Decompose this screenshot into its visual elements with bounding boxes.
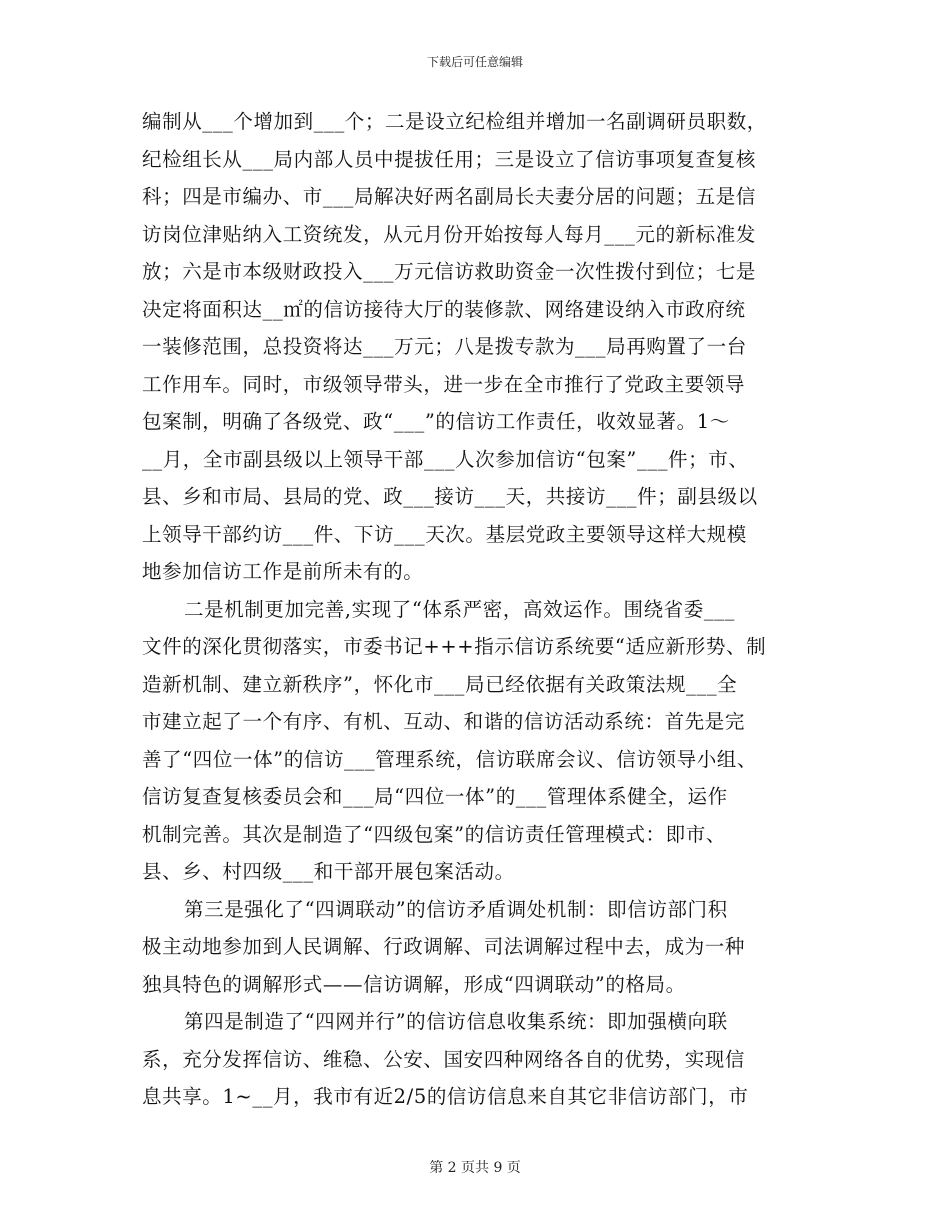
text-line: 二是机制更加完善,实现了“体系严密，高效运作。围绕省委___ [184, 597, 735, 621]
paragraph-4 [142, 1003, 822, 1116]
text-line: 第四是制造了“四网并行”的信访信息收集系统：即加强横向联 [184, 1010, 728, 1033]
text-line: 上领导干部约访___件、下访___天次。基层党政主要领导这样大规模 [142, 522, 747, 546]
text-line: 极主动地参加到人民调解、行政调解、司法调解过程中去，成为一种 [142, 935, 746, 958]
text-line: 造新机制、建立新秩序”，怀化市___局已经依据有关政策法规___全 [142, 672, 738, 696]
text-line: 编制从___个增加到___个；二是设立纪检组并增加一名副调研员职数， [142, 110, 767, 133]
text-line: 系，充分发挥信访、维稳、公安、国安四种网络各自的优势，实现信 [142, 1047, 746, 1071]
text-line: 县、乡和市局、县局的党、政___接访___天，共接访___件；副县级以 [142, 485, 758, 508]
text-line: 机制完善。其次是制造了“四级包案”的信访责任管理模式：即市、 [142, 822, 726, 846]
text-line: 善了“四位一体”的信访___管理系统，信访联席会议、信访领导小组、 [142, 747, 757, 771]
text-line: 息共享。1~__月，我市有近2/5的信访信息来自其它非信访部门，市 [142, 1085, 749, 1108]
text-line: __月，全市副县级以上领导干部___人次参加信访“包案”___件；市、 [142, 447, 749, 471]
text-line: 放；六是市本级财政投入___万元信访救助资金一次性拨付到位；七是 [142, 260, 756, 283]
text-line: 纪检组长从___局内部人员中提拔任用；三是设立了信访事项复查复核 [142, 147, 756, 171]
paragraph-1 [142, 103, 822, 591]
paragraph-3 [142, 891, 822, 1004]
document-body [142, 103, 822, 1116]
text-line: 一装修范围，总投资将达___万元；八是拨专款为___局再购置了一台 [142, 335, 747, 358]
text-line: 第三是强化了“四调联动”的信访矛盾调处机制：即信访部门积 [184, 897, 728, 921]
text-line: 市建立起了一个有序、有机、互动、和谐的信访活动系统：首先是完 [142, 710, 746, 733]
text-line: 地参加信访工作是前所未有的。 [142, 560, 424, 583]
text-line: 县、乡、村四级___和干部开展包案活动。 [142, 860, 515, 883]
text-line: 包案制，明确了各级党、政“___”的信访工作责任，收效显著。1～ [142, 410, 730, 433]
paragraph-2 [142, 591, 822, 891]
text-line: 文件的深化贯彻落实，市委书记+++指示信访系统要“适应新形势、制 [142, 635, 767, 658]
text-line: 信访复查复核委员会和___局“四位一体”的___管理体系健全，运作 [142, 785, 728, 808]
text-line: 决定将面积达__㎡的信访接待大厅的装修款、网络建设纳入市政府统 [142, 297, 746, 321]
text-line: 独具特色的调解形式——信访调解，形成“四调联动”的格局。 [142, 972, 686, 996]
text-line: 访岗位津贴纳入工资统发，从元月份开始按每人每月___元的新标准发 [142, 222, 756, 246]
text-line: 工作用车。同时，市级领导带头，进一步在全市推行了党政主要领导 [142, 372, 746, 396]
text-line: 科；四是市编办、市___局解决好两名副局长夫妻分居的问题；五是信 [142, 185, 756, 208]
page-header-note: 下载后可任意编辑 [426, 55, 523, 69]
page-number: 第 2 页共 9 页 [429, 1160, 521, 1176]
